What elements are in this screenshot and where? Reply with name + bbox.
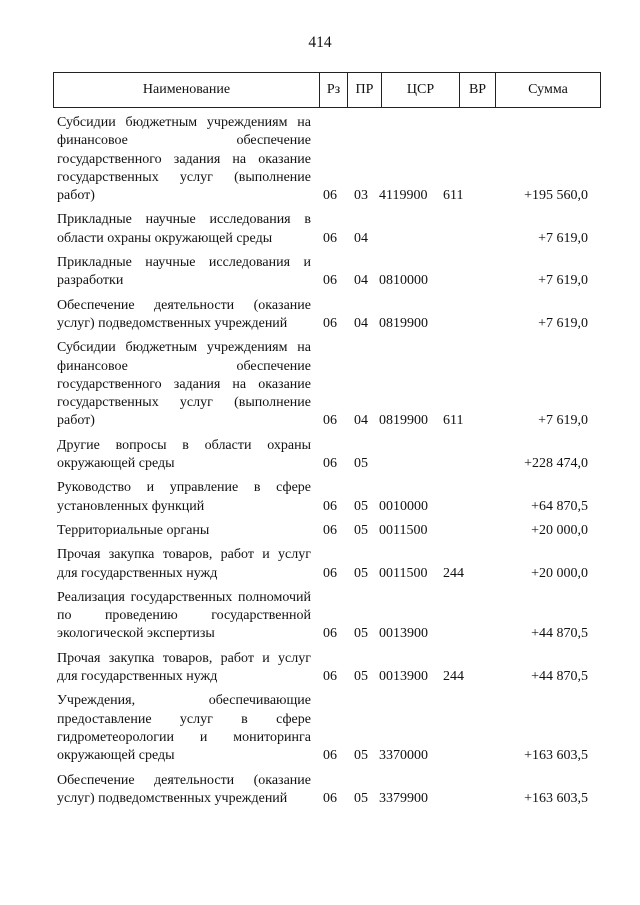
row-pr: 05: [354, 626, 368, 642]
row-pr: 04: [354, 413, 368, 429]
row-name: Территориальные органы: [57, 522, 210, 538]
table-row: [57, 211, 602, 248]
row-csr: 0013900: [379, 626, 428, 642]
column-header-csr: ЦСР: [382, 73, 460, 107]
row-sum: +7 619,0: [538, 273, 588, 289]
column-header-rz: Рз: [320, 73, 348, 107]
row-name: Прочая закупка товаров, работ и услуг для государственных нужд: [57, 547, 311, 581]
row-csr: 0011500: [379, 565, 428, 581]
table-header: [53, 72, 601, 108]
row-rz: 06: [323, 315, 337, 331]
row-csr: 0010000: [379, 498, 428, 514]
row-vr: 611: [443, 413, 464, 429]
row-rz: 06: [323, 230, 337, 246]
row-rz: 06: [323, 273, 337, 289]
row-rz: 06: [323, 669, 337, 685]
row-name: Прикладные научные исследования в области охраны окружающей среды: [57, 212, 311, 246]
row-name: Прикладные научные исследования и разработки: [57, 255, 311, 289]
row-name: Обеспечение деятельности (оказание услуг) подведомственных учреждений: [57, 297, 311, 331]
row-sum: +20 000,0: [531, 565, 588, 581]
row-name: Учреждения, обеспечивающие предоставление услуг в сфере гидрометеорологии и мониторинга окружающей среды: [57, 693, 311, 764]
row-pr: 04: [354, 230, 368, 246]
row-sum: +44 870,5: [531, 626, 588, 642]
row-pr: 05: [354, 498, 368, 514]
row-pr: 05: [354, 790, 368, 806]
row-rz: 06: [323, 522, 337, 538]
row-pr: 05: [354, 456, 368, 472]
row-pr: 03: [354, 188, 368, 204]
row-rz: 06: [323, 565, 337, 581]
row-csr: 3379900: [379, 790, 428, 806]
row-sum: +7 619,0: [538, 315, 588, 331]
row-csr: 0819900: [379, 413, 428, 429]
row-vr: 244: [443, 565, 464, 581]
row-name: Субсидии бюджетным учреждениям на финансовое обеспечение государственного задания на оказание государственных услуг (выполнение работ): [57, 340, 311, 429]
row-rz: 06: [323, 626, 337, 642]
row-pr: 05: [354, 748, 368, 764]
row-rz: 06: [323, 790, 337, 806]
table-row: [57, 114, 602, 205]
column-header-pr: ПР: [348, 73, 382, 107]
page-number: 414: [308, 34, 332, 51]
row-sum: +7 619,0: [538, 230, 588, 246]
table-row: [57, 522, 602, 540]
table-row: [57, 339, 602, 430]
row-name: Обеспечение деятельности (оказание услуг) подведомственных учреждений: [57, 772, 311, 806]
table-row: [57, 650, 602, 687]
column-header-vr: ВР: [460, 73, 496, 107]
row-rz: 06: [323, 498, 337, 514]
row-pr: 05: [354, 669, 368, 685]
row-sum: +64 870,5: [531, 498, 588, 514]
row-pr: 05: [354, 565, 368, 581]
row-sum: +195 560,0: [524, 188, 588, 204]
column-header-name: Наименование: [54, 73, 320, 107]
row-sum: +228 474,0: [524, 456, 588, 472]
row-name: Руководство и управление в сфере установленных функций: [57, 480, 311, 514]
table-row: [57, 692, 602, 765]
row-csr: 0011500: [379, 522, 428, 538]
row-name: Другие вопросы в области охраны окружающей среды: [57, 437, 311, 472]
table-row: [57, 437, 602, 474]
row-vr: 244: [443, 669, 464, 685]
table-row: [57, 297, 602, 334]
row-sum: +163 603,5: [524, 748, 588, 764]
row-vr: 611: [443, 188, 464, 204]
table-row: [57, 479, 602, 516]
row-pr: 04: [354, 315, 368, 331]
row-name: Прочая закупка товаров, работ и услуг для государственных нужд: [57, 650, 311, 685]
table-row: [57, 772, 602, 809]
row-sum: +20 000,0: [531, 522, 588, 538]
budget-table-body: [57, 108, 602, 808]
row-rz: 06: [323, 748, 337, 764]
row-csr: 4119900: [379, 188, 428, 204]
row-rz: 06: [323, 188, 337, 204]
row-csr: 0810000: [379, 273, 428, 289]
row-sum: +44 870,5: [531, 669, 588, 685]
row-rz: 06: [323, 456, 337, 472]
row-csr: 3370000: [379, 748, 428, 764]
row-sum: +7 619,0: [538, 413, 588, 429]
table-row: [57, 546, 602, 583]
column-header-sum: Сумма: [528, 82, 568, 97]
row-pr: 04: [354, 273, 368, 289]
row-sum: +163 603,5: [524, 790, 588, 806]
row-name: Реализация государственных полномочий по проведению государственной экологической экспертизы: [57, 589, 311, 642]
row-name: Субсидии бюджетным учреждениям на финансовое обеспечение государственного задания на оказание государственных услуг (выполнение работ): [57, 115, 311, 204]
row-pr: 05: [354, 522, 368, 538]
row-rz: 06: [323, 413, 337, 429]
table-row: [57, 589, 602, 644]
row-csr: 0819900: [379, 315, 428, 331]
table-row: [57, 254, 602, 291]
row-csr: 0013900: [379, 669, 428, 685]
